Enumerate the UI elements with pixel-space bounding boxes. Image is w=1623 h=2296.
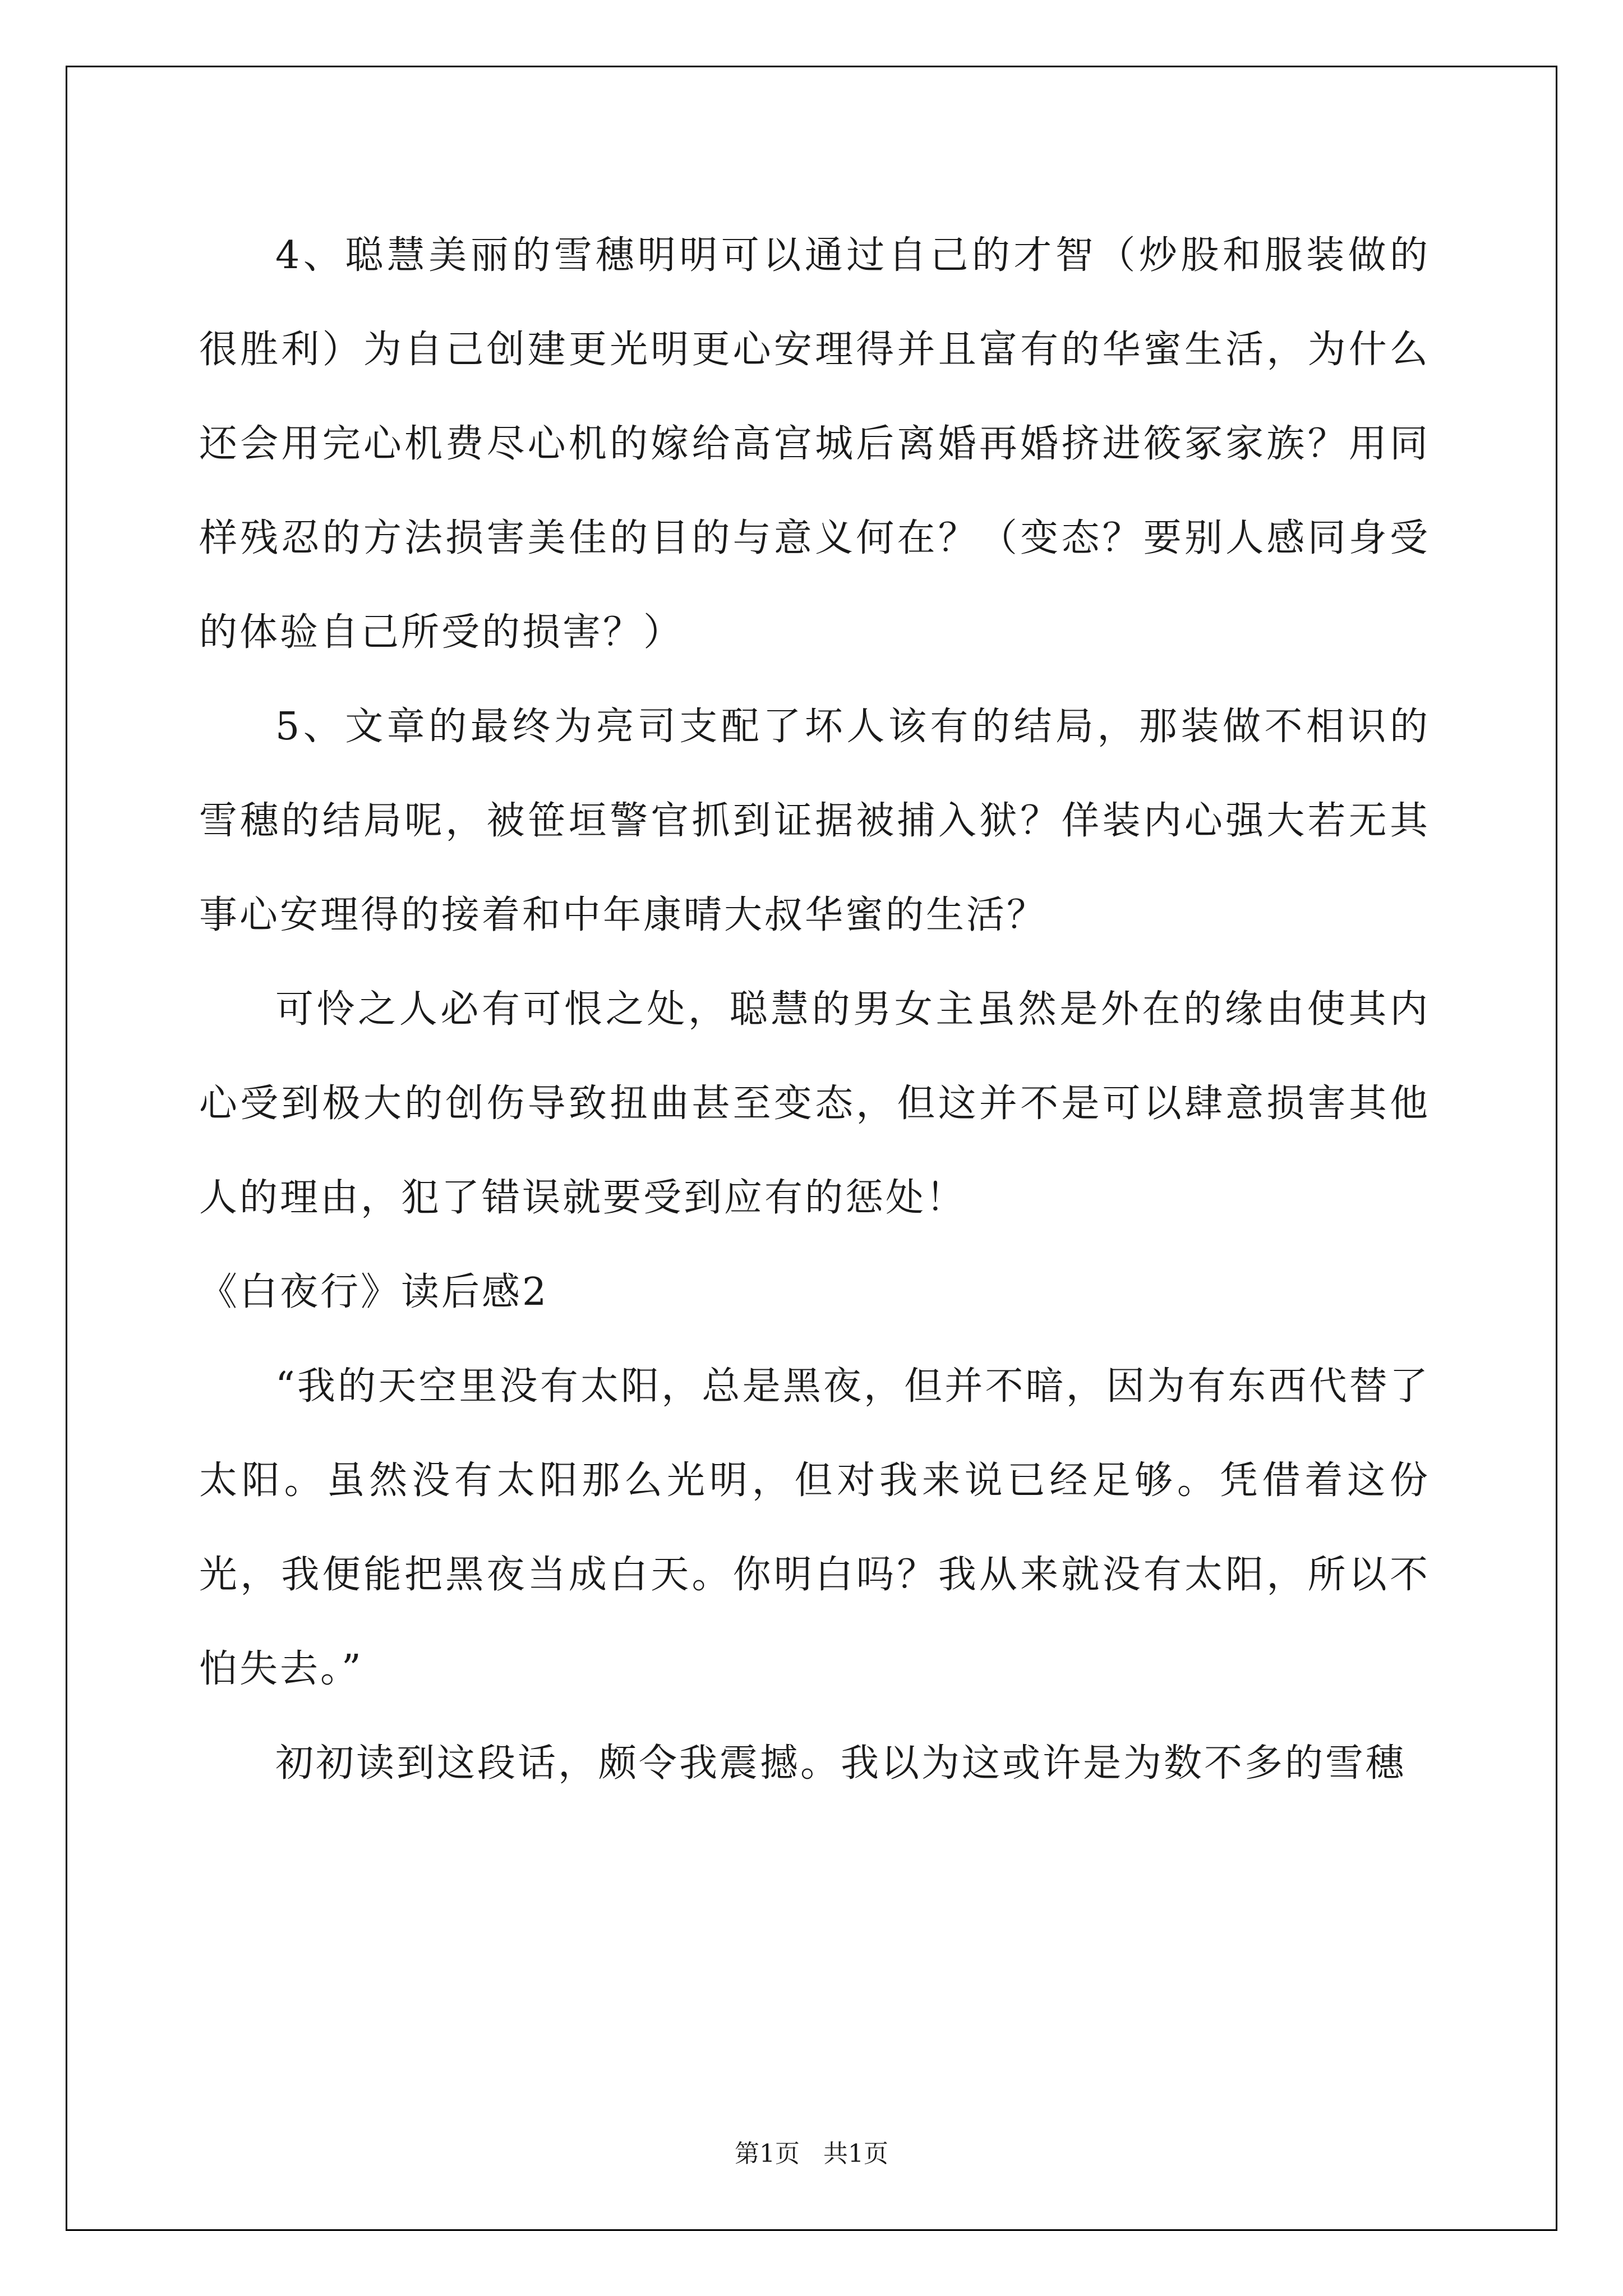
paragraph-reflection: 初初读到这段话，颇令我震撼。我以为这或许是为数不多的雪穗 xyxy=(275,1741,1407,1786)
paragraph-5: 5、文章的最终为亮司支配了坏人该有的结局，那装做不相识的雪穗的结局呢，被笹垣警官抓到证据被捕入狱？佯装内心强大若无其事心安理得的接着和中年康晴大叔华蜜的生活？ xyxy=(199,705,1430,937)
paragraph-4: 4、聪慧美丽的雪穗明明可以通过自己的才智（炒股和服装做的很胜利）为自己创建更光明更心安理得并且富有的华蜜生活，为什么还会用完心机费尽心机的嫁给高宫城后离婚再婚挤进筱冢家族？用同样残忍的方法损害美佳的目的与意义何在？（变态？要别人感同身受的体验自己所受的损害？） xyxy=(199,233,1430,655)
paragraph-conclusion: 可怜之人必有可恨之处，聪慧的男女主虽然是外在的缘由使其内心受到极大的创伤导致扭曲甚至变态，但这并不是可以肆意损害其他人的理由，犯了错误就要受到应有的惩处！ xyxy=(199,987,1430,1220)
paragraph-quote: “我的天空里没有太阳，总是黑夜，但并不暗，因为有东西代替了太阳。虽然没有太阳那么光明，但对我来说已经足够。凭借着这份光，我便能把黑夜当成白天。你明白吗？我从来就没有太阳，所以不怕失去。” xyxy=(199,1364,1430,1691)
document-body xyxy=(199,209,1430,1811)
page-footer: 第1页 共1页 xyxy=(735,2139,888,2168)
section-title: 《白夜行》读后感2 xyxy=(199,1270,549,1314)
